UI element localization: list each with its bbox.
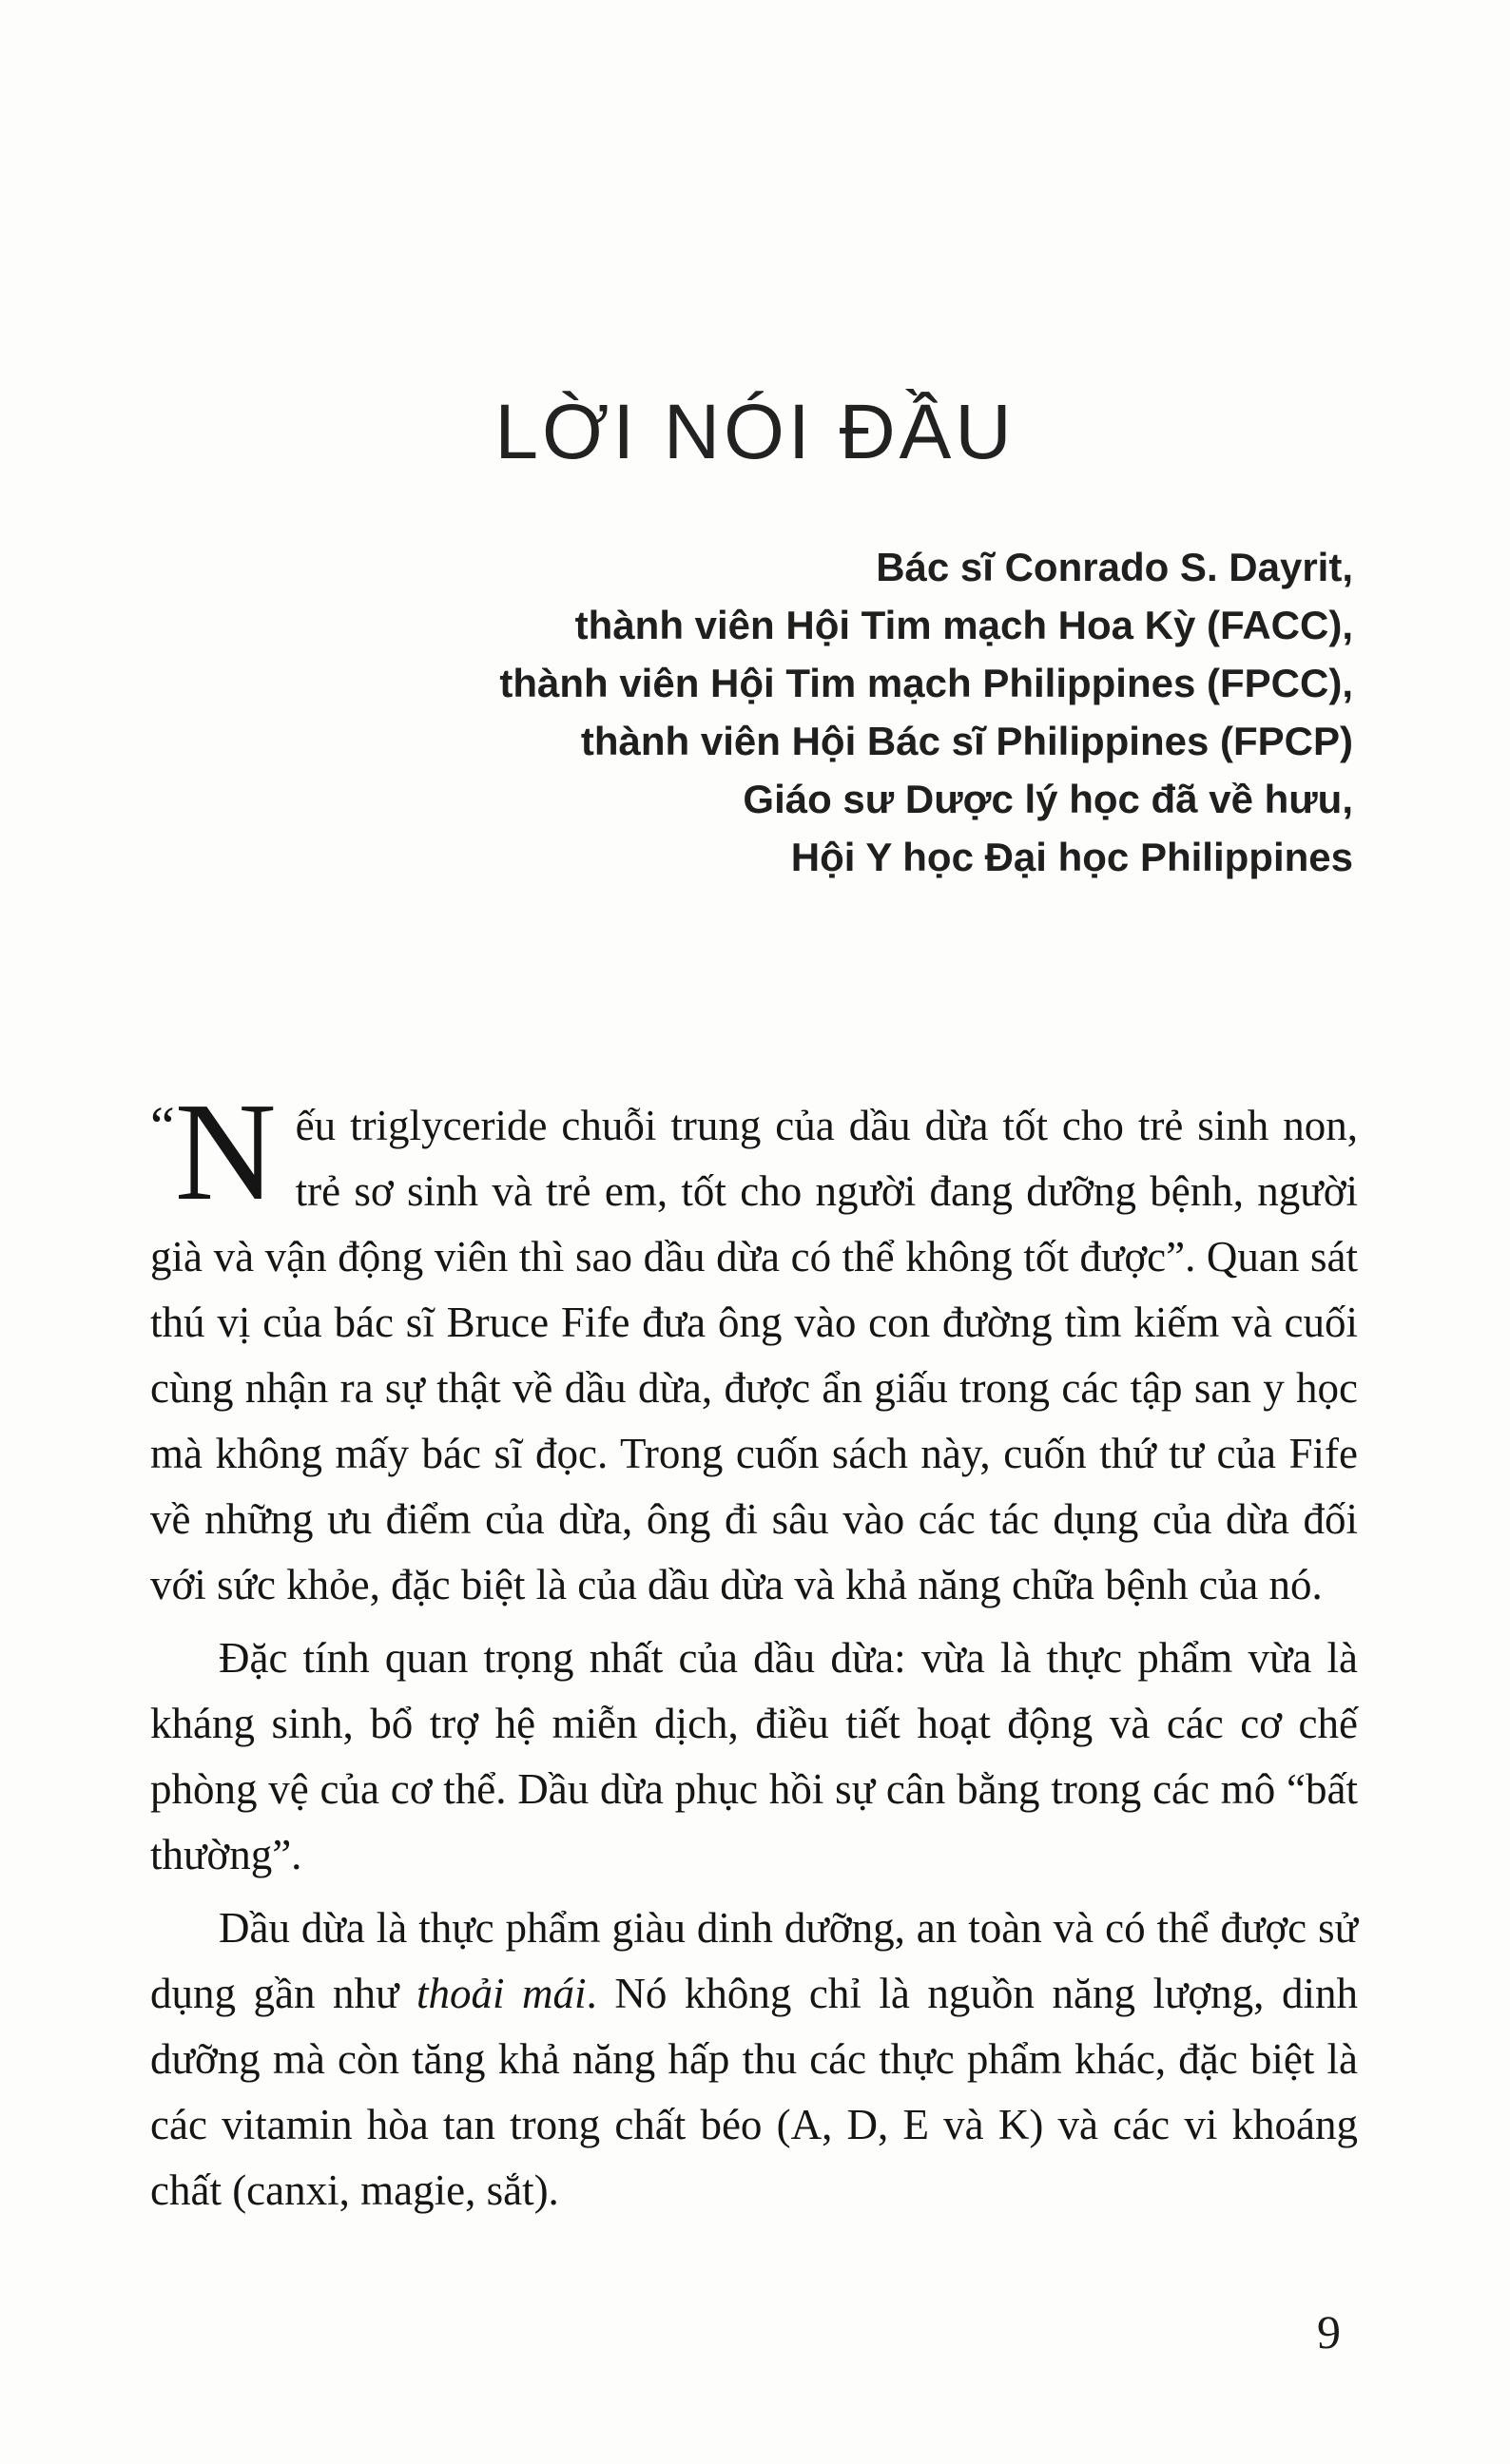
chapter-title: LỜI NÓI ĐẦU — [494, 389, 1016, 475]
open-quote-mark: “ — [150, 1095, 175, 1157]
body-text — [150, 1074, 1358, 2231]
attribution-line: Bác sĩ Conrado S. Dayrit, — [876, 545, 1353, 589]
paragraph-1 — [150, 1074, 1358, 1618]
attribution-line: thành viên Hội Tim mạch Philippines (FPCC), — [499, 661, 1353, 705]
attribution-line: thành viên Hội Tim mạch Hoa Kỳ (FACC), — [574, 603, 1353, 647]
author-attribution — [499, 538, 1353, 886]
italic-phrase: thoải mái — [416, 1970, 587, 2017]
drop-cap-letter: N — [174, 1074, 277, 1230]
attribution-line: Hội Y học Đại học Philippines — [790, 835, 1353, 879]
paragraph-3 — [150, 1896, 1358, 2223]
paragraph-1-text: ếu triglyceride chuỗi trung của dầu dừa tốt cho trẻ sinh non, trẻ sơ sinh và trẻ em, tốt cho người đang dưỡng bệnh, người già và vận động viên thì sao dầu dừa có thể không tốt được”. Quan sát thú vị của bác sĩ Bruce Fife đưa ông vào con đường tìm kiếm và cuối cùng nhận ra sự thật về dầu dừa, được ẩn giấu trong các tập san y học mà không mấy bác sĩ đọc. Trong cuốn sách này, cuốn thứ tư của Fife về những ưu điểm của dừa, ông đi sâu vào các tác dụng của dừa đối với sức khỏe, đặc biệt là của dầu dừa và khả năng chữa bệnh của nó. — [150, 1102, 1358, 1608]
paragraph-2: Đặc tính quan trọng nhất của dầu dừa: vừa là thực phẩm vừa là kháng sinh, bổ trợ hệ miễn dịch, điều tiết hoạt động và các cơ chế phòng vệ của cơ thể. Dầu dừa phục hồi sự cân bằng trong các mô “bất thường”. — [150, 1634, 1358, 1878]
paragraph-3-text-after: . Nó không chỉ là nguồn năng lượng, dinh dưỡng mà còn tăng khả năng hấp thu các thực phẩm khác, đặc biệt là các vitamin hòa tan trong chất béo (A, D, E và K) và các vi khoáng chất (canxi, magie, sắt). — [150, 1970, 1358, 2214]
attribution-line: thành viên Hội Bác sĩ Philippines (FPCP) — [580, 719, 1353, 763]
paragraph-3-text-before: Dầu dừa là thực phẩm giàu dinh dưỡng, an toàn và có thể được sử dụng gần như — [150, 1904, 1358, 2017]
page-number: 9 — [1317, 2305, 1341, 2358]
attribution-line: Giáo sư Dược lý học đã về hưu, — [743, 777, 1353, 821]
drop-cap — [150, 1074, 277, 1230]
